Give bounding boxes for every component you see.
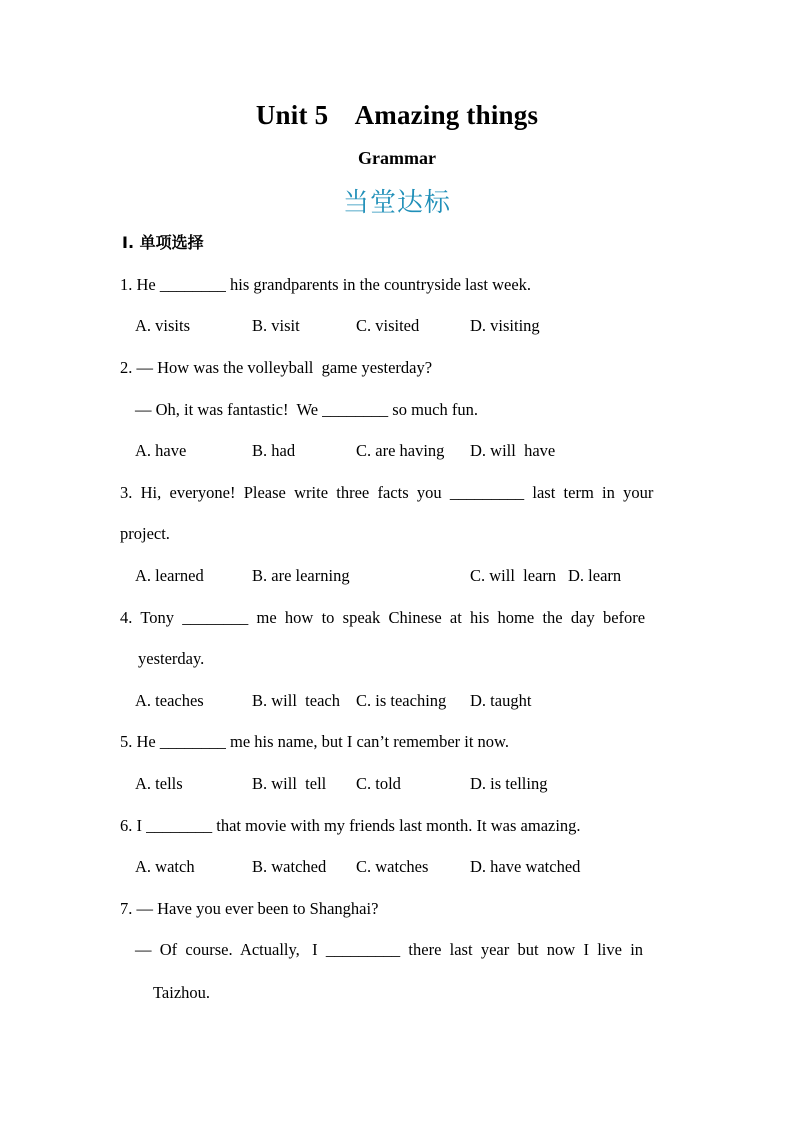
option-a: A. have [135, 441, 187, 460]
option-b: B. watched [252, 857, 327, 876]
option-c: C. are having [356, 441, 445, 460]
option-c: C. will learn [470, 566, 557, 585]
question-5: 5. He ________ me his name, but I can’t remember it now. [120, 732, 510, 751]
section-banner: 当堂达标 [342, 188, 451, 218]
option-c: C. watches [356, 857, 429, 876]
question-3-continued: project. [120, 524, 170, 543]
option-d: D. visiting [470, 316, 540, 335]
page-title: Unit 5 Amazing things [255, 100, 539, 130]
question-7-continued: Taizhou. [153, 983, 211, 1002]
option-b: B. will teach [252, 691, 340, 710]
question-7: 7. — Have you ever been to Shanghai? [120, 899, 379, 918]
option-a: A. visits [135, 316, 191, 335]
option-d: D. taught [470, 691, 532, 710]
question-4: 4. Tony ________ me how to speak Chinese at his home the day before [120, 608, 646, 627]
question-2: 2. — How was the volleyball game yesterday? [120, 358, 433, 377]
option-c: C. visited [356, 316, 420, 335]
option-d: D. will have [470, 441, 556, 460]
question-3: 3. Hi, everyone! Please write three facts you _________ last term in your [120, 483, 654, 502]
option-d: D. have watched [470, 857, 581, 876]
option-a: A. learned [135, 566, 204, 585]
option-a: A. tells [135, 774, 183, 793]
option-b: B. visit [252, 316, 300, 335]
option-a: A. teaches [135, 691, 204, 710]
option-b: B. had [252, 441, 296, 460]
question-1: 1. He ________ his grandparents in the countryside last week. [120, 275, 532, 294]
question-4-continued: yesterday. [138, 649, 205, 668]
option-d: D. is telling [470, 774, 548, 793]
question-6: 6. I ________ that movie with my friends last month. It was amazing. [120, 816, 581, 835]
option-c: C. told [356, 774, 401, 793]
option-a: A. watch [135, 857, 195, 876]
option-d: D. learn [568, 566, 622, 585]
option-b: B. are learning [252, 566, 350, 585]
option-b: B. will tell [252, 774, 327, 793]
question-7-reply: — Of course. Actually, I _________ there last year but now I live in [135, 940, 644, 959]
section-heading: Ⅰ. 单项选择 [122, 233, 204, 252]
option-c: C. is teaching [356, 691, 447, 710]
page-subtitle: Grammar [358, 148, 436, 168]
question-2-reply: — Oh, it was fantastic! We ________ so much fun. [135, 400, 478, 419]
